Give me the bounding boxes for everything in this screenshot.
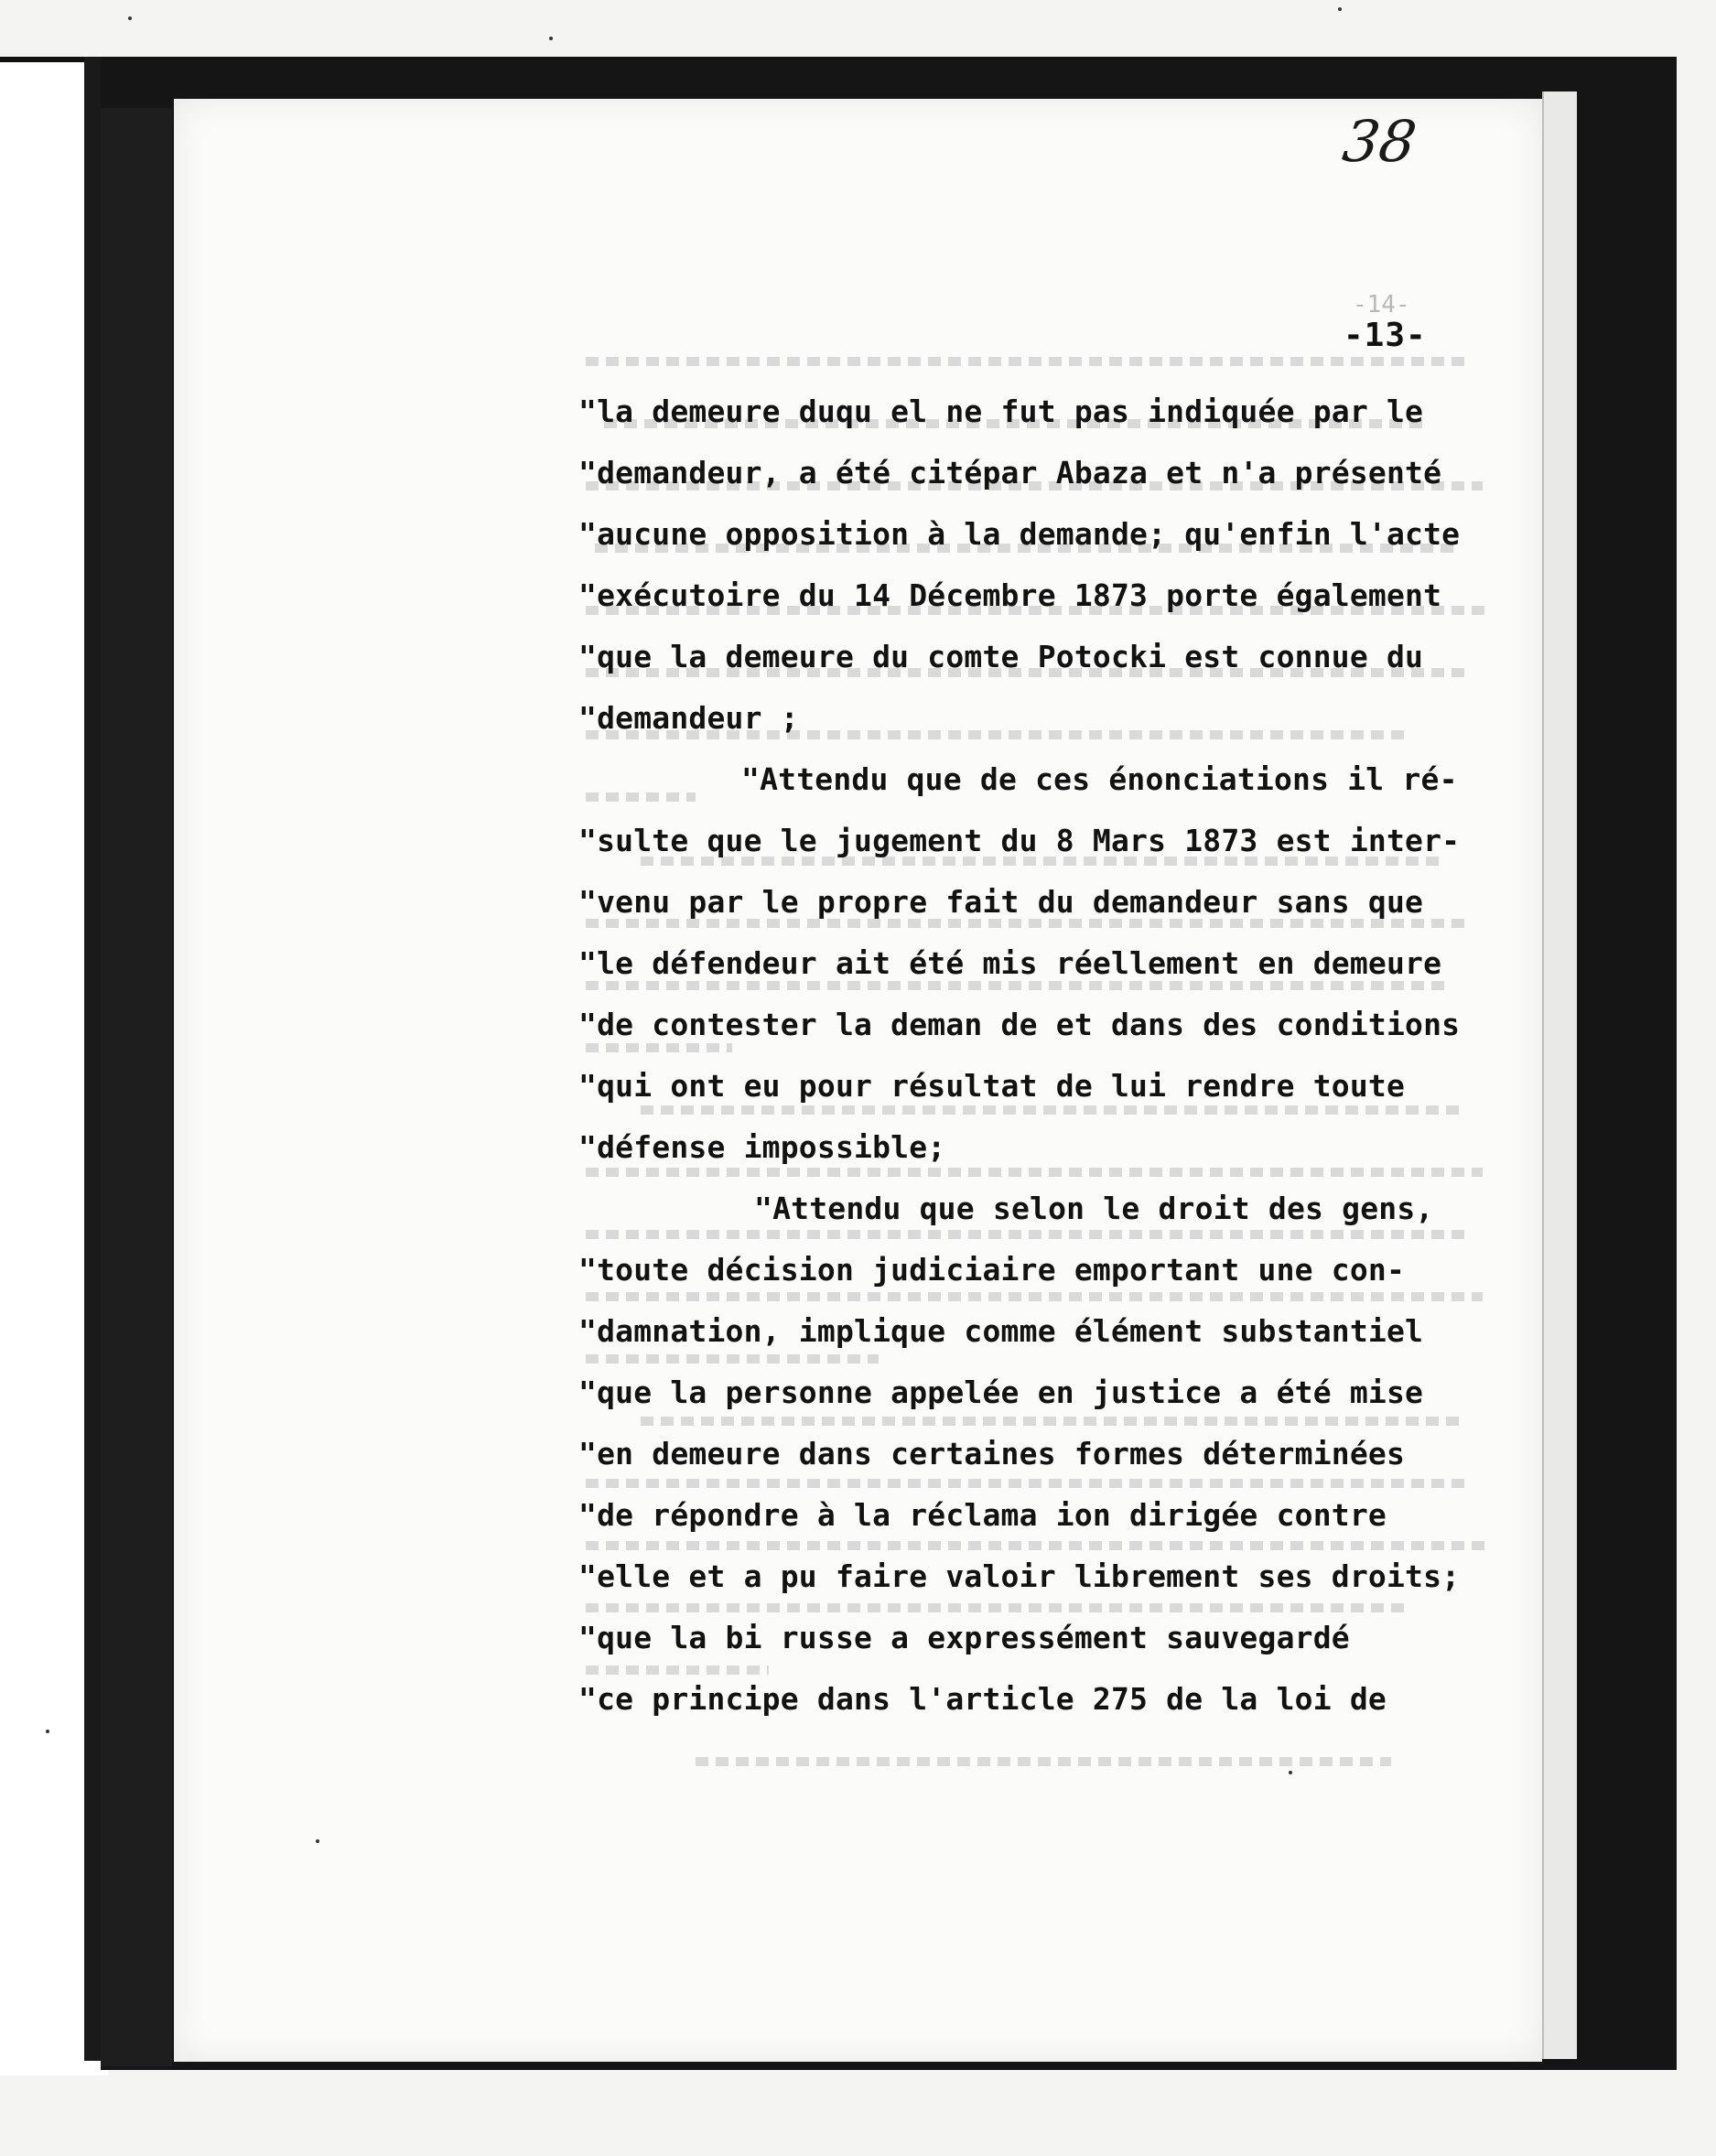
text-line: "ce principe dans l'article 275 de la loi de: [578, 1681, 1387, 1717]
bleed-through-page-number: -14-: [1353, 291, 1410, 318]
text-line: "exécutoire du 14 Décembre 1873 porte également: [578, 577, 1442, 613]
text-line: "demandeur, a été citépar Abaza et n'a présenté: [578, 455, 1442, 490]
text-line: "venu par le propre fait du demandeur sans que: [578, 884, 1424, 920]
text-line: "de contester la deman de et dans des conditions: [578, 1007, 1461, 1042]
text-line: "que la personne appelée en justice a été mise: [578, 1374, 1424, 1410]
text-line: "le défendeur ait été mis réellement en demeure: [578, 945, 1442, 981]
text-line: "la demeure duqu el ne fut pas indiquée par le: [578, 393, 1424, 429]
text-line: "demandeur ;: [578, 700, 799, 736]
text-line: "que la demeure du comte Potocki est connue du: [578, 639, 1424, 674]
text-line: "en demeure dans certaines formes déterminées: [578, 1436, 1406, 1471]
dust-speck: [46, 1730, 49, 1733]
page-stack-edge: [1542, 92, 1577, 2059]
text-line: "Attendu que selon le droit des gens,: [754, 1191, 1434, 1226]
binder-edge-left: [84, 57, 101, 2061]
text-line: "défense impossible;: [578, 1129, 946, 1165]
page-number: -13-: [1344, 317, 1427, 354]
text-line: "elle et a pu faire valoir librement ses droits;: [578, 1558, 1461, 1594]
text-line: "toute décision judiciaire emportant une con-: [578, 1252, 1406, 1288]
archive-number: 38: [1338, 108, 1421, 175]
dust-speck: [1289, 1771, 1292, 1774]
text-line: "qui ont eu pour résultat de lui rendre toute: [578, 1068, 1406, 1104]
text-line: "sulte que le jugement du 8 Mars 1873 est inter-: [578, 823, 1461, 858]
dust-speck: [128, 16, 132, 20]
dust-speck: [1338, 7, 1342, 11]
typed-text-block: [578, 381, 1505, 1730]
text-line: "aucune opposition à la demande; qu'enfin l'acte: [578, 516, 1461, 552]
dust-speck: [316, 1839, 319, 1843]
text-line: "de répondre à la réclama ion dirigée contre: [578, 1497, 1387, 1533]
dust-speck: [549, 37, 553, 40]
text-line: "que la bi russe a expressément sauvegardé: [578, 1620, 1350, 1655]
binder-spine: [101, 108, 172, 2066]
text-line: "Attendu que de ces énonciations il ré-: [741, 761, 1458, 797]
text-line: "damnation, implique comme élément substantiel: [578, 1313, 1424, 1349]
